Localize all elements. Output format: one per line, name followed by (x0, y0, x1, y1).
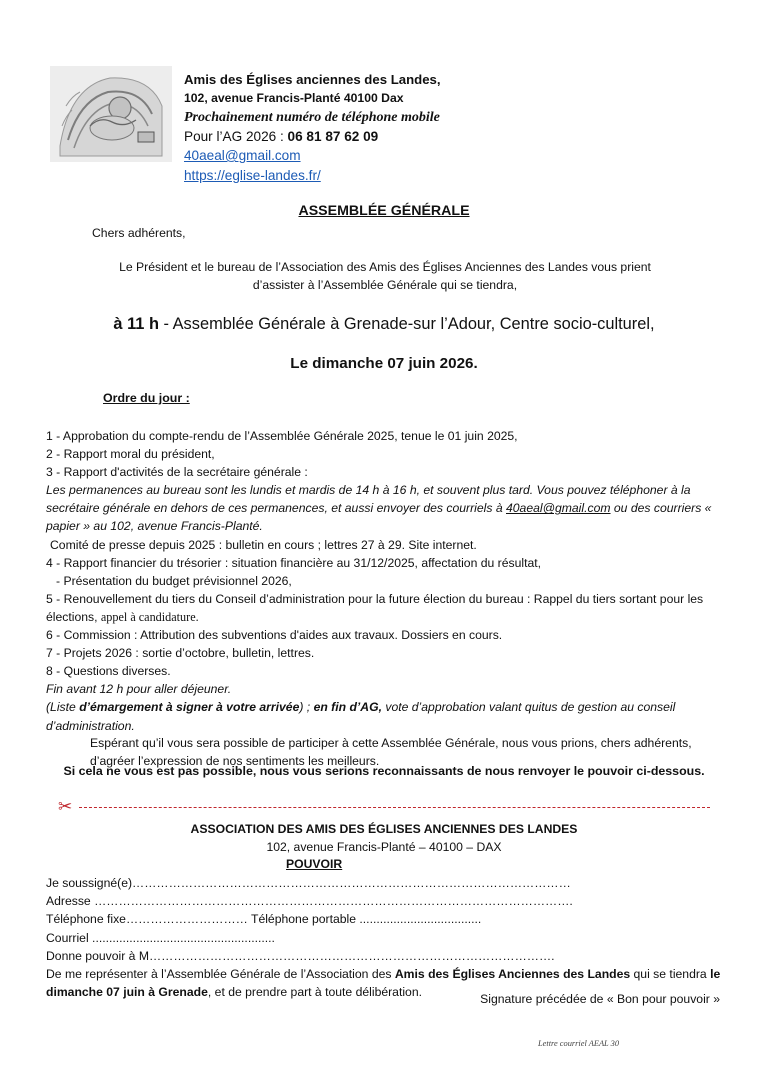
dashed-divider (79, 807, 710, 808)
intro-line-2: d’assister à l’Assemblée Générale qui se tiendra, (252, 278, 518, 292)
closing-not-possible: Si cela ne vous est pas possible, nous vous serions reconnaissants de nous renvoyer le pouvoir ci-dessous. (63, 764, 705, 778)
permanences-note (46, 481, 736, 535)
next-phone-note: Prochainement numéro de téléphone mobile (184, 110, 440, 125)
agenda-item-1: 1 - Approbation du compte-rendu de l’Assemblée Générale 2025, tenue le 01 juin 2025, (46, 429, 518, 443)
agenda-item-5-appel: appel à candidature. (100, 609, 199, 624)
agenda-item-4b: - Présentation du budget prévisionnel 2026, (56, 573, 292, 588)
comite-presse: Comité de presse depuis 2025 : bulletin en cours ; lettres 27 à 29. Site internet. (50, 537, 477, 552)
courriel-field[interactable]: Courriel ...................................................... (46, 930, 275, 945)
closing-esperant: Espérant qu’il vous sera possible de participer à cette Assemblée Générale, nous vous prions, chers adhérents, d’agréer l’expression de nos sentiments les meilleurs. (90, 736, 692, 769)
email-link[interactable]: 40aeal@gmail.com (184, 148, 301, 163)
represent-bold-2: le dimanche 07 juin à Grenade (46, 967, 721, 1000)
adresse-field[interactable]: Adresse ………………………………………………………………………………………………………. (46, 894, 573, 909)
attendance-end: vote d’approbation valant quitus de gestion au conseil d’administration. (46, 700, 676, 733)
donne-pouvoir-field[interactable]: Donne pouvoir à M………………………………………………………………………………………. (46, 948, 555, 963)
attendance-mid: ) ; (299, 700, 314, 715)
agenda-item-7: 7 - Projets 2026 : sortie d’octobre, bulletin, lettres. (46, 646, 315, 661)
church-relief-image (50, 66, 172, 162)
agenda-item-5 (46, 590, 736, 626)
signature-line: Signature précédée de « Bon pour pouvoir » (480, 992, 720, 1006)
website-link[interactable]: https://eglise-landes.fr/ (184, 168, 321, 183)
agenda-item-6: 6 - Commission : Attribution des subventions d'aides aux travaux. Dossiers en cours. (46, 628, 503, 643)
intro-line-1: Le Président et le bureau de l’Association des Amis des Églises Anciennes des Landes vous prient (119, 260, 651, 274)
tel-fixe-field[interactable]: Téléphone fixe………………………… (46, 912, 248, 927)
page-title: ASSEMBLÉE GÉNÉRALE (298, 203, 470, 219)
form-title: POUVOIR (286, 857, 343, 871)
meeting-time: à 11 h (113, 315, 159, 333)
represent-part-1: De me représenter à l’Assemblée Générale de l’Association des (46, 967, 395, 982)
attendance-open: (Liste (46, 700, 80, 715)
meeting-location: - Assemblée Générale à Grenade-sur l’Adour, Centre socio-culturel, (158, 315, 655, 333)
represent-part-2: qui se tiendra (630, 967, 711, 982)
attendance-bold: d’émargement à signer à votre arrivée (79, 700, 300, 715)
permanences-text: Les permanences au bureau sont les lundis et mardis de 14 h à 16 h, et souvent plus tard. Vous pouvez téléphoner à la secrétaire générale en dehors de ces permanences, et aussi envoyer des courriels à (46, 483, 691, 516)
soussigne-field[interactable]: Je soussigné(e)……………………………………………………………………………………………… (46, 876, 571, 890)
permanences-text-2: ou des courriers « papier » au 102, avenue Francis-Planté. (46, 501, 712, 534)
attendance-bold-2: en fin d’AG, (313, 700, 382, 715)
agenda-title: Ordre du jour : (103, 391, 190, 405)
footer-note: Lettre courriel AEAL 30 (538, 1039, 620, 1048)
tel-portable-field[interactable]: Téléphone portable .................................... (247, 912, 482, 927)
church-relief-image-drawing (50, 66, 172, 162)
meeting-time-location (0, 315, 768, 334)
represent-bold: Amis des Églises Anciennes des Landes (394, 967, 631, 982)
meeting-date: Le dimanche 07 juin 2026. (290, 355, 478, 372)
org-name: Amis des Églises anciennes des Landes, (184, 72, 441, 87)
agenda-item-3: 3 - Rapport d'activités de la secrétaire générale : (46, 465, 308, 480)
ag-phone-line (184, 127, 584, 146)
org-address: 102, avenue Francis-Planté 40100 Dax (184, 91, 404, 105)
ag-phone-prefix: Pour l’AG 2026 : (184, 129, 288, 144)
scissors-icon: ✂ (58, 797, 73, 816)
agenda-item-8: 8 - Questions diverses. (46, 664, 171, 679)
phone-fields (46, 910, 736, 928)
greeting: Chers adhérents, (92, 226, 186, 240)
intro-paragraph (80, 258, 690, 294)
agenda-item-4: 4 - Rapport financier du trésorier : situation financière au 31/12/2025, affectation du résultat, (46, 555, 542, 570)
form-assoc-name: ASSOCIATION DES AMIS DES ÉGLISES ANCIENNES DES LANDES (190, 822, 578, 836)
permanences-email[interactable]: 40aeal@gmail.com (506, 501, 611, 516)
represent-part-3: , et de prendre part à toute délibération. (207, 985, 422, 1000)
ag-phone-number: 06 81 87 62 09 (287, 129, 379, 144)
agenda-item-2: 2 - Rapport moral du président, (46, 447, 215, 462)
proxy-form (46, 874, 736, 1001)
agenda-item-5-text: 5 - Renouvellement du tiers du Conseil d’administration pour la future élection du bureau : Rappel du tiers sortant pour les élections, (46, 591, 704, 624)
lunch-note: Fin avant 12 h pour aller déjeuner. (46, 682, 232, 697)
letter-header (184, 70, 584, 186)
form-assoc-address: 102, avenue Francis-Planté – 40100 – DAX (266, 840, 502, 854)
agenda-list (46, 427, 736, 735)
cut-line (58, 797, 710, 819)
attendance-note (46, 698, 736, 734)
